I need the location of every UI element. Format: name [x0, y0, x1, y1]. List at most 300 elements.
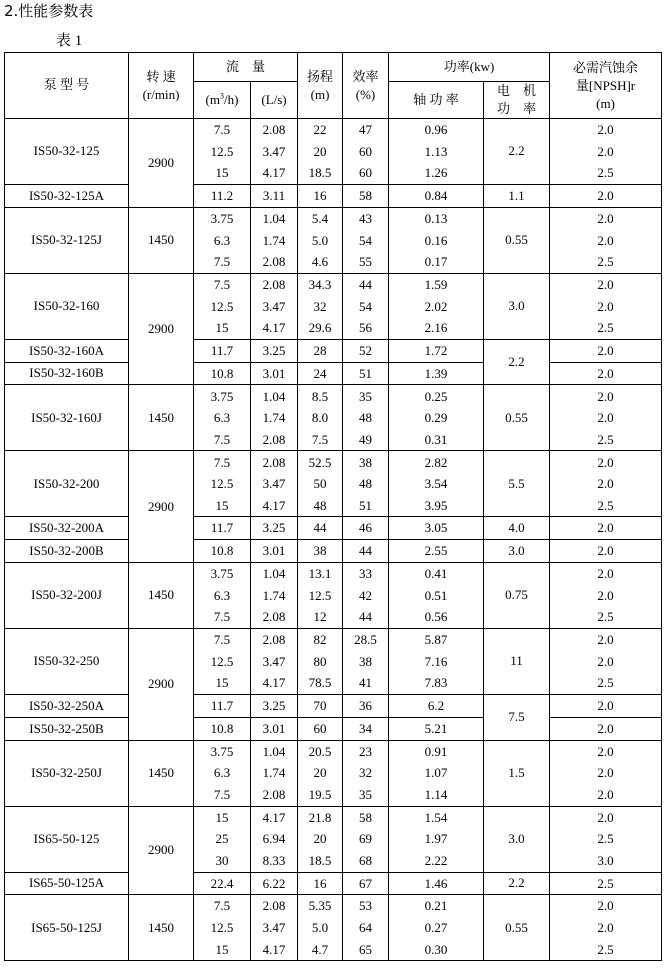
- cell-motor-power: 2.2: [484, 339, 550, 385]
- cell-npsh: [550, 628, 662, 694]
- cell-flow-m3h-value: 15: [215, 675, 229, 691]
- cell-shaft-power: [389, 717, 484, 740]
- cell-efficiency: [343, 119, 389, 185]
- cell-efficiency-value: 23: [359, 743, 373, 759]
- cell-flow-m3h: [194, 562, 251, 628]
- cell-head-value: 52.5: [308, 454, 332, 470]
- cell-flow-ls-value: 3.25: [262, 698, 286, 714]
- cell-flow-m3h: [194, 207, 251, 273]
- cell-npsh-value: 2.0: [597, 188, 614, 204]
- cell-head: [298, 895, 343, 961]
- cell-flow-ls-value: 3.01: [262, 720, 286, 736]
- cell-flow-m3h-value: 11.7: [210, 520, 234, 536]
- cell-head-value: 8.5: [311, 388, 329, 404]
- cell-shaft-power-value: 1.13: [424, 143, 448, 159]
- header-efficiency: [343, 53, 389, 119]
- cell-npsh-value: 2.0: [597, 388, 614, 404]
- cell-npsh: [550, 895, 662, 961]
- cell-flow-m3h-value: 7.5: [213, 632, 231, 648]
- cell-efficiency-value: 34: [359, 720, 373, 736]
- cell-flow-ls: [251, 207, 298, 273]
- cell-flow-ls-value: 3.47: [262, 920, 286, 936]
- cell-efficiency-value: 54: [359, 232, 373, 248]
- cell-shaft-power-value: 1.72: [424, 342, 448, 358]
- cell-flow-ls-value: 6.94: [262, 831, 286, 847]
- cell-flow-m3h: [194, 119, 251, 185]
- cell-efficiency-value: 51: [359, 497, 373, 513]
- table-row: [5, 385, 662, 451]
- cell-flow-ls-value: 2.08: [262, 276, 286, 292]
- cell-npsh: [550, 451, 662, 517]
- table-row: [5, 806, 662, 872]
- header-flow-m3h-sup: 3: [220, 91, 224, 101]
- cell-flow-ls: [251, 628, 298, 694]
- cell-efficiency: [343, 872, 389, 895]
- cell-npsh-value: 2.0: [597, 410, 614, 426]
- cell-flow-m3h-value: 30: [215, 852, 229, 868]
- cell-speed: 2900: [129, 451, 194, 563]
- cell-npsh-value: 2.0: [597, 632, 614, 648]
- cell-flow-ls: [251, 185, 298, 208]
- cell-head-value: 8.0: [311, 410, 329, 426]
- header-head-unit: (m): [310, 86, 330, 102]
- cell-pump-model: IS50-32-200: [5, 451, 129, 517]
- cell-shaft-power-value: 1.46: [424, 875, 448, 891]
- cell-pump-model: IS50-32-125: [5, 119, 129, 185]
- cell-npsh-value: 2.0: [597, 276, 614, 292]
- cell-shaft-power-value: 5.21: [424, 720, 448, 736]
- table-row: [5, 717, 662, 740]
- cell-head-value: 7.5: [311, 431, 329, 447]
- cell-flow-ls-value: 3.01: [262, 543, 286, 559]
- cell-flow-ls-value: 3.47: [262, 298, 286, 314]
- cell-flow-m3h: [194, 628, 251, 694]
- cell-flow-ls-value: 4.17: [262, 941, 286, 957]
- cell-efficiency-value: 35: [359, 786, 373, 802]
- cell-head-value: 21.8: [308, 809, 332, 825]
- cell-head-value: 5.0: [311, 920, 329, 936]
- cell-flow-ls-value: 1.04: [262, 210, 286, 226]
- cell-speed: 2900: [129, 628, 194, 740]
- cell-flow-m3h-value: 7.5: [213, 276, 231, 292]
- cell-flow-ls: [251, 740, 298, 806]
- cell-efficiency: [343, 740, 389, 806]
- cell-flow-ls-value: 3.25: [262, 342, 286, 358]
- cell-shaft-power-value: 0.84: [424, 188, 448, 204]
- cell-shaft-power: [389, 517, 484, 540]
- table-row: [5, 628, 662, 694]
- cell-speed: 2900: [129, 273, 194, 385]
- cell-flow-m3h: [194, 517, 251, 540]
- cell-flow-m3h-value: 10.8: [210, 365, 234, 381]
- table-row: [5, 872, 662, 895]
- cell-pump-model: IS50-32-160A: [5, 339, 129, 362]
- cell-motor-power: 3.0: [484, 273, 550, 339]
- cell-head: [298, 207, 343, 273]
- cell-npsh-value: 2.0: [597, 587, 614, 603]
- cell-efficiency-value: 60: [359, 165, 373, 181]
- cell-pump-model: IS50-32-250: [5, 628, 129, 694]
- cell-npsh-value: 2.0: [597, 743, 614, 759]
- cell-efficiency-value: 48: [359, 410, 373, 426]
- cell-flow-m3h: [194, 339, 251, 362]
- cell-efficiency: [343, 717, 389, 740]
- cell-speed: 2900: [129, 806, 194, 895]
- cell-pump-model: IS50-32-250J: [5, 740, 129, 806]
- cell-shaft-power-value: 7.16: [424, 653, 448, 669]
- cell-flow-m3h-value: 12.5: [210, 143, 234, 159]
- cell-flow-ls-value: 1.04: [262, 566, 286, 582]
- cell-flow-ls-value: 6.22: [262, 875, 286, 891]
- cell-flow-ls: [251, 362, 298, 385]
- cell-shaft-power-value: 0.27: [424, 920, 448, 936]
- cell-head-value: 50: [313, 476, 327, 492]
- cell-head: [298, 385, 343, 451]
- cell-efficiency: [343, 517, 389, 540]
- cell-efficiency-value: 52: [359, 342, 373, 358]
- cell-efficiency-value: 67: [359, 875, 373, 891]
- cell-head-value: 34.3: [308, 276, 332, 292]
- cell-flow-ls: [251, 806, 298, 872]
- cell-shaft-power-value: 3.05: [424, 520, 448, 536]
- cell-flow-ls-value: 4.17: [262, 675, 286, 691]
- cell-head-value: 4.7: [311, 941, 329, 957]
- cell-flow-ls: [251, 273, 298, 339]
- cell-efficiency: [343, 362, 389, 385]
- cell-flow-m3h-value: 7.5: [213, 454, 231, 470]
- cell-head: [298, 694, 343, 717]
- cell-flow-ls-value: 3.11: [262, 188, 286, 204]
- table-row: [5, 185, 662, 208]
- cell-shaft-power-value: 0.30: [424, 941, 448, 957]
- cell-flow-m3h-value: 6.3: [213, 765, 231, 781]
- cell-npsh: [550, 385, 662, 451]
- cell-flow-ls-value: 4.17: [262, 809, 286, 825]
- cell-flow-m3h: [194, 273, 251, 339]
- cell-head-value: 18.5: [308, 165, 332, 181]
- table-row: [5, 540, 662, 563]
- header-flow-m3h-prefix: (m: [205, 91, 220, 107]
- cell-pump-model: IS50-32-200A: [5, 517, 129, 540]
- cell-motor-power: 1.1: [484, 185, 550, 208]
- cell-flow-m3h-value: 10.8: [210, 543, 234, 559]
- cell-flow-ls-value: 2.08: [262, 898, 286, 914]
- cell-shaft-power-value: 1.97: [424, 831, 448, 847]
- cell-efficiency-value: 44: [359, 543, 373, 559]
- cell-head: [298, 806, 343, 872]
- cell-flow-m3h-value: 6.3: [213, 410, 231, 426]
- cell-head-value: 5.35: [308, 898, 332, 914]
- cell-head-value: 18.5: [308, 852, 332, 868]
- cell-shaft-power-value: 0.31: [424, 431, 448, 447]
- cell-efficiency-value: 60: [359, 143, 373, 159]
- cell-efficiency: [343, 451, 389, 517]
- cell-flow-ls-value: 2.08: [262, 609, 286, 625]
- cell-speed: 1450: [129, 207, 194, 273]
- section-heading: 2.性能参数表: [4, 2, 94, 20]
- cell-efficiency-value: 42: [359, 587, 373, 603]
- header-flow-m3h: [194, 82, 251, 119]
- cell-head: [298, 273, 343, 339]
- cell-speed: 1450: [129, 562, 194, 628]
- cell-pump-model: IS50-32-200J: [5, 562, 129, 628]
- cell-head-value: 20: [313, 143, 327, 159]
- cell-flow-m3h-value: 3.75: [210, 566, 234, 582]
- cell-head-value: 20: [313, 765, 327, 781]
- cell-head: [298, 540, 343, 563]
- cell-motor-power: 3.0: [484, 540, 550, 563]
- cell-npsh-value: 2.0: [597, 566, 614, 582]
- cell-efficiency-value: 46: [359, 520, 373, 536]
- cell-flow-ls: [251, 385, 298, 451]
- cell-head: [298, 562, 343, 628]
- cell-flow-ls-value: 2.08: [262, 786, 286, 802]
- cell-head-value: 20: [313, 831, 327, 847]
- cell-flow-m3h-value: 11.7: [210, 342, 234, 358]
- cell-flow-m3h-value: 7.5: [213, 786, 231, 802]
- cell-motor-power: 0.55: [484, 207, 550, 273]
- cell-efficiency-value: 53: [359, 898, 373, 914]
- cell-flow-m3h: [194, 540, 251, 563]
- cell-flow-ls-value: 2.08: [262, 454, 286, 470]
- cell-shaft-power-value: 3.54: [424, 476, 448, 492]
- cell-npsh-value: 2.0: [597, 210, 614, 226]
- cell-head-value: 16: [313, 188, 327, 204]
- cell-npsh-value: 2.0: [597, 898, 614, 914]
- cell-efficiency-value: 44: [359, 276, 373, 292]
- cell-head-value: 48: [313, 497, 327, 513]
- cell-shaft-power: [389, 362, 484, 385]
- cell-shaft-power-value: 0.25: [424, 388, 448, 404]
- header-flow-m3h-suffix: /h): [224, 91, 239, 107]
- cell-flow-m3h-value: 15: [215, 165, 229, 181]
- table-row: [5, 562, 662, 628]
- cell-flow-ls-value: 2.08: [262, 431, 286, 447]
- cell-npsh-value: 2.0: [597, 232, 614, 248]
- header-flow-ls: (L/s): [251, 82, 298, 119]
- cell-motor-power: 7.5: [484, 694, 550, 740]
- cell-efficiency: [343, 628, 389, 694]
- cell-head-value: 20.5: [308, 743, 332, 759]
- cell-flow-ls: [251, 451, 298, 517]
- cell-efficiency-value: 33: [359, 566, 373, 582]
- cell-npsh-value: 2.0: [597, 122, 614, 138]
- cell-flow-m3h-value: 15: [215, 320, 229, 336]
- cell-flow-ls-value: 3.47: [262, 143, 286, 159]
- cell-head-value: 16: [313, 875, 327, 891]
- cell-efficiency-value: 44: [359, 609, 373, 625]
- cell-shaft-power-value: 3.95: [424, 497, 448, 513]
- cell-flow-ls-value: 1.74: [262, 765, 286, 781]
- cell-efficiency-value: 48: [359, 476, 373, 492]
- header-npsh-line3: (m): [596, 95, 615, 111]
- cell-npsh-value: 2.0: [597, 543, 614, 559]
- cell-flow-ls-value: 1.04: [262, 743, 286, 759]
- cell-flow-ls: [251, 872, 298, 895]
- cell-efficiency-value: 28.5: [354, 632, 377, 648]
- cell-npsh: [550, 694, 662, 717]
- cell-efficiency: [343, 895, 389, 961]
- cell-head-value: 60: [313, 720, 327, 736]
- cell-head-value: 19.5: [308, 786, 332, 802]
- cell-shaft-power-value: 2.16: [424, 320, 448, 336]
- cell-flow-m3h-value: 7.5: [213, 431, 231, 447]
- cell-head-value: 28: [313, 342, 327, 358]
- cell-flow-m3h: [194, 185, 251, 208]
- table-row: [5, 339, 662, 362]
- cell-shaft-power-value: 0.96: [424, 122, 448, 138]
- cell-flow-ls-value: 3.47: [262, 476, 286, 492]
- cell-motor-power: 0.55: [484, 895, 550, 961]
- table-row: [5, 451, 662, 517]
- cell-shaft-power-value: 6.2: [427, 698, 445, 714]
- cell-flow-m3h-value: 7.5: [213, 122, 231, 138]
- cell-npsh-value: 3.0: [597, 852, 614, 868]
- cell-pump-model: IS50-32-250A: [5, 694, 129, 717]
- cell-efficiency: [343, 540, 389, 563]
- table-row: [5, 895, 662, 961]
- cell-head-value: 78.5: [308, 675, 332, 691]
- cell-pump-model: IS65-50-125A: [5, 872, 129, 895]
- cell-head-value: 38: [313, 543, 327, 559]
- cell-npsh-value: 2.5: [597, 875, 614, 891]
- cell-npsh: [550, 362, 662, 385]
- cell-pump-model: IS50-32-250B: [5, 717, 129, 740]
- table-row: [5, 517, 662, 540]
- cell-efficiency: [343, 339, 389, 362]
- header-npsh-line2: 量[NPSH]r: [575, 77, 636, 93]
- cell-flow-ls-value: 1.74: [262, 587, 286, 603]
- cell-shaft-power: [389, 273, 484, 339]
- cell-npsh-value: 2.0: [597, 454, 614, 470]
- table-row: [5, 740, 662, 806]
- cell-motor-power: 0.55: [484, 385, 550, 451]
- cell-flow-ls: [251, 895, 298, 961]
- cell-shaft-power-value: 0.91: [424, 743, 448, 759]
- table-caption: 表 1: [56, 33, 83, 49]
- cell-shaft-power-value: 2.02: [424, 298, 448, 314]
- cell-efficiency: [343, 806, 389, 872]
- cell-npsh-value: 2.0: [597, 520, 614, 536]
- cell-npsh-value: 2.0: [597, 365, 614, 381]
- cell-shaft-power-value: 0.16: [424, 232, 448, 248]
- cell-flow-ls-value: 4.17: [262, 165, 286, 181]
- cell-head: [298, 185, 343, 208]
- cell-efficiency-value: 38: [359, 653, 373, 669]
- cell-npsh: [550, 562, 662, 628]
- cell-efficiency-value: 55: [359, 254, 373, 270]
- table-row: [5, 207, 662, 273]
- header-speed-unit: (r/min): [142, 86, 180, 102]
- cell-efficiency-value: 51: [359, 365, 373, 381]
- cell-shaft-power: [389, 385, 484, 451]
- cell-flow-m3h-value: 11.2: [210, 188, 234, 204]
- cell-head-value: 82: [313, 632, 327, 648]
- cell-shaft-power-value: 0.51: [424, 587, 448, 603]
- cell-flow-m3h-value: 11.7: [210, 698, 234, 714]
- cell-npsh: [550, 806, 662, 872]
- cell-shaft-power: [389, 540, 484, 563]
- cell-shaft-power: [389, 628, 484, 694]
- cell-efficiency-value: 47: [359, 122, 373, 138]
- cell-flow-m3h: [194, 740, 251, 806]
- cell-npsh: [550, 119, 662, 185]
- cell-npsh-value: 2.5: [597, 254, 614, 270]
- cell-head-value: 70: [313, 698, 327, 714]
- cell-motor-power: 1.5: [484, 740, 550, 806]
- cell-flow-ls: [251, 517, 298, 540]
- header-speed: [129, 53, 194, 119]
- cell-efficiency: [343, 562, 389, 628]
- cell-flow-ls: [251, 339, 298, 362]
- cell-npsh-value: 2.5: [597, 165, 614, 181]
- cell-flow-m3h-value: 12.5: [210, 298, 234, 314]
- cell-flow-ls-value: 2.08: [262, 254, 286, 270]
- cell-shaft-power: [389, 451, 484, 517]
- cell-shaft-power: [389, 207, 484, 273]
- header-head-label: 扬程: [307, 68, 334, 84]
- cell-motor-power: 5.5: [484, 451, 550, 517]
- cell-head: [298, 872, 343, 895]
- cell-flow-ls-value: 4.17: [262, 497, 286, 513]
- cell-efficiency: [343, 185, 389, 208]
- cell-speed: 1450: [129, 385, 194, 451]
- cell-flow-ls-value: 3.01: [262, 365, 286, 381]
- header-npsh-line1: 必需汽蚀余: [573, 59, 639, 75]
- header-shaft-power: 轴 功 率: [389, 82, 484, 119]
- cell-pump-model: IS50-32-160J: [5, 385, 129, 451]
- cell-pump-model: IS50-32-125A: [5, 185, 129, 208]
- cell-head: [298, 119, 343, 185]
- cell-flow-m3h-value: 15: [215, 497, 229, 513]
- cell-motor-power: 11: [484, 628, 550, 694]
- cell-npsh-value: 2.0: [597, 476, 614, 492]
- header-motor-power-line1: 电 机: [497, 83, 537, 98]
- cell-flow-m3h-value: 3.75: [210, 388, 234, 404]
- cell-motor-power: 2.2: [484, 119, 550, 185]
- cell-shaft-power-value: 1.39: [424, 365, 448, 381]
- cell-flow-ls-value: 3.25: [262, 520, 286, 536]
- cell-flow-m3h-value: 7.5: [213, 254, 231, 270]
- cell-flow-ls: [251, 694, 298, 717]
- cell-efficiency-value: 35: [359, 388, 373, 404]
- cell-efficiency-value: 41: [359, 675, 373, 691]
- cell-flow-m3h-value: 10.8: [210, 720, 234, 736]
- cell-shaft-power-value: 0.17: [424, 254, 448, 270]
- cell-head: [298, 517, 343, 540]
- cell-flow-m3h-value: 12.5: [210, 920, 234, 936]
- cell-npsh: [550, 517, 662, 540]
- cell-flow-m3h: [194, 717, 251, 740]
- header-npsh: [550, 53, 662, 119]
- cell-shaft-power-value: 2.22: [424, 852, 448, 868]
- table-row: [5, 694, 662, 717]
- cell-npsh-value: 2.0: [597, 298, 614, 314]
- cell-shaft-power-value: 1.59: [424, 276, 448, 292]
- cell-speed: 2900: [129, 119, 194, 208]
- cell-npsh-value: 2.0: [597, 809, 614, 825]
- cell-flow-m3h-value: 7.5: [213, 898, 231, 914]
- cell-head: [298, 717, 343, 740]
- header-motor-power-line2: 功 率: [497, 101, 537, 116]
- cell-npsh: [550, 740, 662, 806]
- cell-shaft-power: [389, 694, 484, 717]
- cell-flow-m3h: [194, 385, 251, 451]
- table-row: [5, 362, 662, 385]
- cell-efficiency-value: 58: [359, 809, 373, 825]
- cell-head-value: 13.1: [308, 566, 332, 582]
- cell-npsh-value: 2.0: [597, 765, 614, 781]
